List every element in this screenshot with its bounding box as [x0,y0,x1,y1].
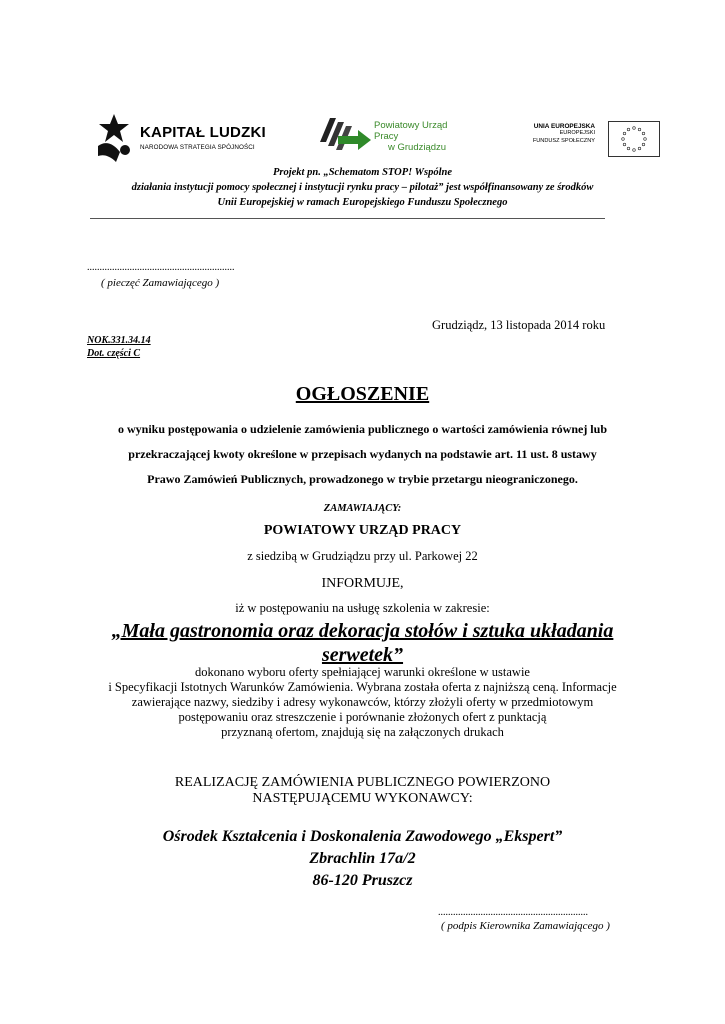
orderer-seat: z siedzibą w Grudziądzu przy ul. Parkowej 22 [247,549,478,563]
realization-line-1: REALIZACJĘ ZAMÓWIENIA PUBLICZNEGO POWIERZONO [174,775,551,790]
procedure-intro: iż w postępowaniu na usługę szkolenia w zakresie: [235,601,490,615]
informs-heading: INFORMUJE, [321,576,404,591]
orderer-label: ZAMAWIAJĄCY: [323,503,402,514]
project-header [0,165,725,210]
signature-label: ( podpis Kierownika Zamawiającego ) [441,920,610,932]
course-line-1: „Mała gastronomia oraz dekoracja stołów i sztuka układania [111,620,614,642]
body-line-1: dokonano wyboru oferty spełniającej warunki określone w ustawie [195,665,530,679]
course-title [0,619,725,667]
logo-left-subtitle: NARODOWA STRATEGIA SPÓJNOŚCI [140,144,255,151]
header-divider [90,218,605,219]
kapital-ludzki-logo [92,110,267,165]
eu-logo [532,121,660,155]
body-line-5: przyznaną ofertom, znajdują się na załączonych drukach [221,725,504,739]
logo-center-text-2: w Grudziądzu [388,142,447,153]
reference-part: Dot. części C [87,348,141,359]
project-line-1: Projekt pn. „Schematom STOP! Wspólne [272,167,452,178]
stamp-label: ( pieczęć Zamawiającego ) [101,277,220,289]
logo-right-line-3: FUNDUSZ SPOŁECZNY [532,137,595,144]
course-line-2: serwetek” [321,644,404,666]
logo-left-title: KAPITAŁ LUDZKI [140,124,266,141]
project-line-3: Unii Europejskiej w ramach Europejskiego Funduszu Społecznego [217,197,508,208]
arrows-logo-icon [318,112,373,160]
body-line-2: i Specyfikacji Istotnych Warunków Zamówienia. Wybrana została oferta z najniższą ceną. Informacje [108,680,617,694]
stamp-dots: ........................................................... [87,262,235,273]
project-line-2: działania instytucji pomocy społecznej i instytucji rynku pracy – pilotaż” jest współfinansowany ze środków [131,182,594,193]
logo-right-line-1: UNIA EUROPEJSKA [533,123,595,130]
page-title: OGŁOSZENIE [295,383,430,405]
logo-right-line-2: EUROPEJSKI [559,130,595,137]
winner-block [0,826,725,892]
eu-flag-icon [608,121,660,157]
realization-heading [0,775,725,807]
intro-paragraph [0,417,725,492]
intro-line-1: o wyniku postępowania o udzielenie zamówienia publicznego o wartości zamówienia równej lub [117,422,607,436]
document-date: Grudziądz, 13 listopada 2014 roku [432,318,606,332]
orderer-name: POWIATOWY URZĄD PRACY [263,523,462,538]
logo-center-text-1: Powiatowy Urząd Pracy [374,120,448,142]
winner-city: 86-120 Pruszcz [312,872,413,889]
winner-name: Ośrodek Kształcenia i Doskonalenia Zawodowego „Ekspert” [162,828,563,845]
realization-line-2: NASTĘPUJĄCEMU WYKONAWCY: [252,791,473,806]
powiatowy-urzad-pracy-logo [318,112,468,160]
body-paragraph [0,665,725,740]
intro-line-2: przekraczającej kwoty określone w przepisach wydanych na podstawie art. 11 ust. 8 ustawy [128,447,597,461]
kapital-ludzki-emblem-icon [92,110,136,165]
reference-number: NOK.331.34.14 [87,335,151,346]
body-line-3: zawierające nazwy, siedziby i adresy wykonawców, którzy złożyli oferty w przedmiotowym [131,695,594,709]
body-line-4: postępowaniu oraz streszczenie i porównanie złożonych ofert z punktacją [178,710,547,724]
winner-street: Zbrachlin 17a/2 [309,850,416,867]
intro-line-3: Prawo Zamówień Publicznych, prowadzonego w trybie przetargu nieograniczonego. [147,472,578,486]
signature-dots: ............................................................ [438,907,588,918]
